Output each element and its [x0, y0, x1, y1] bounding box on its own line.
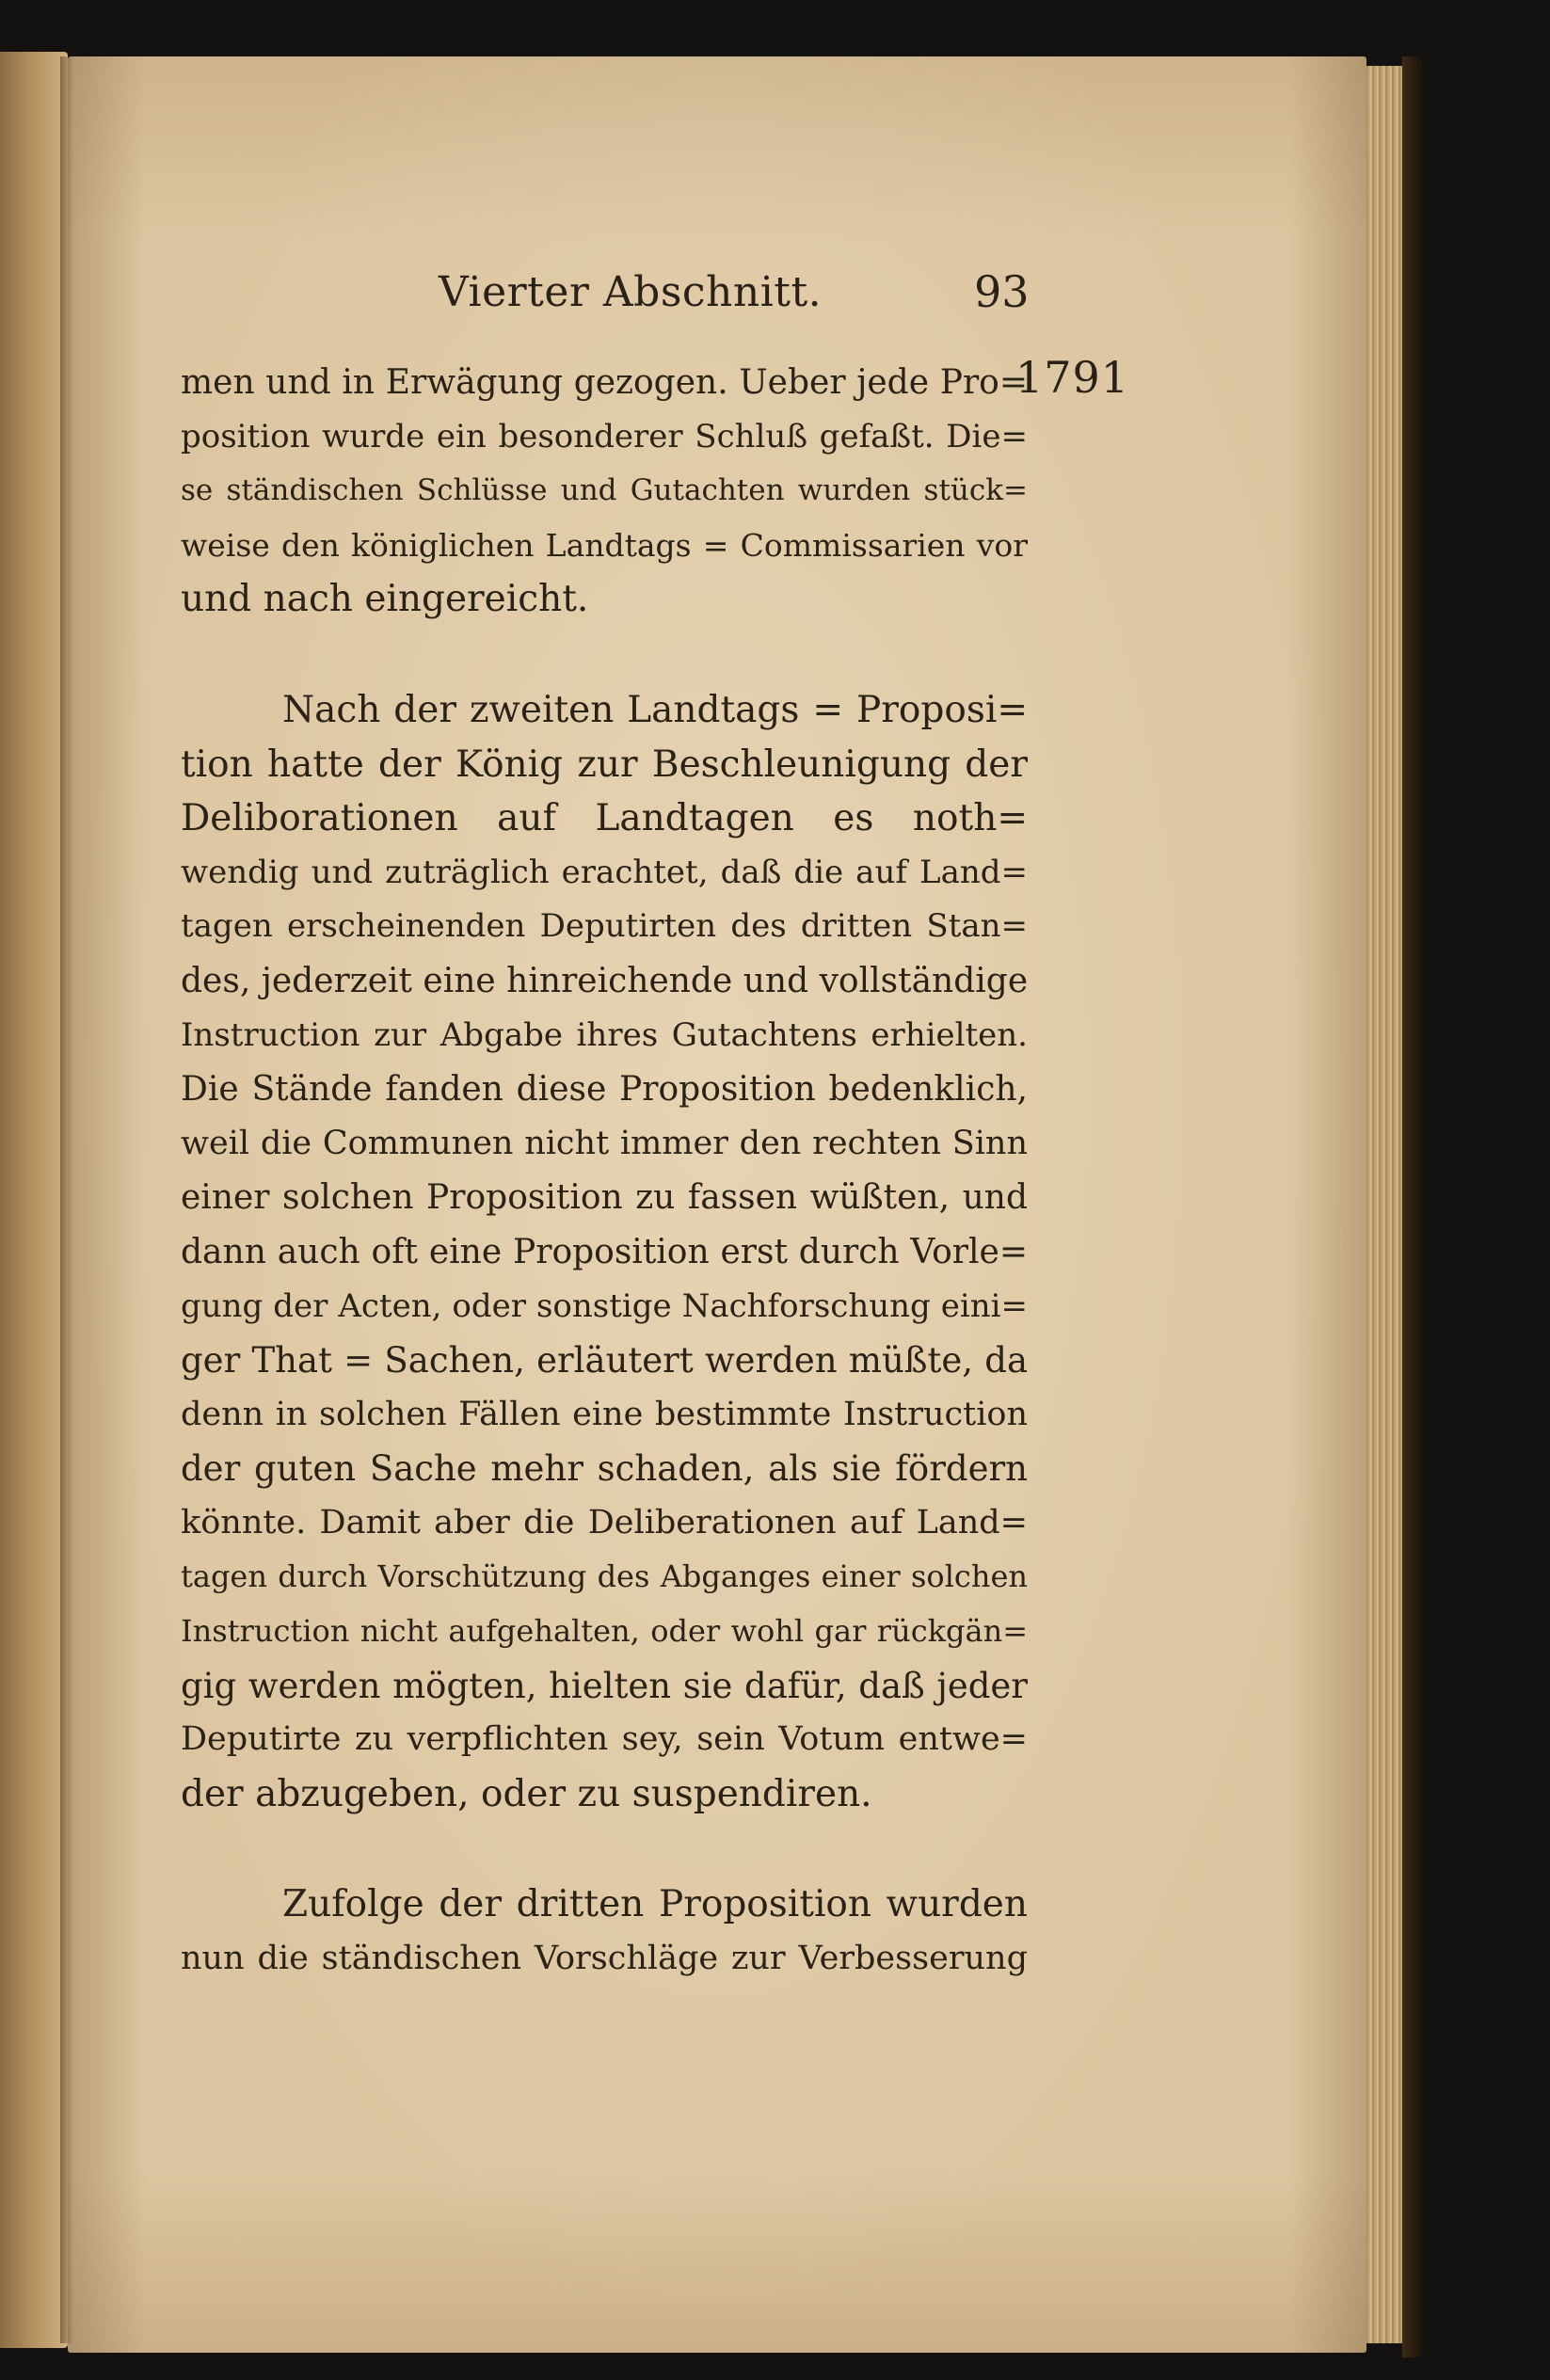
text-line: Instruction nicht aufgehalten, oder wohl gar rückgän=	[181, 1613, 1028, 1650]
text-line: nun die ständischen Vorschläge zur Verbesserung	[181, 1940, 1028, 1978]
text-line: position wurde ein besonderer Schluß gefaßt. Die=	[181, 417, 1028, 455]
paragraph	[181, 683, 1028, 1821]
text-line: ger That = Sachen, erläutert werden müßte, da	[181, 1340, 1028, 1382]
text-line: tion hatte der König zur Beschleunigung der	[181, 743, 1028, 786]
text-line: Deliborationen auf Landtagen es noth=	[181, 797, 1028, 840]
text-line: gung der Acten, oder sonstige Nachforschung eini=	[181, 1286, 1028, 1325]
text-line: wendig und zuträglich erachtet, daß die auf Land=	[181, 853, 1028, 891]
text-line: tagen durch Vorschützung des Abganges einer solchen	[181, 1558, 1028, 1595]
paragraph	[181, 1877, 1028, 1986]
body-text	[181, 356, 1028, 1987]
text-line: se ständischen Schlüsse und Gutachten wurden stück=	[181, 473, 1028, 508]
text-line: Die Stände fanden diese Proposition bedenklich,	[181, 1070, 1028, 1110]
text-line: denn in solchen Fällen eine bestimmte Instruction	[181, 1395, 1028, 1433]
text-line: weil die Communen nicht immer den rechten Sinn	[181, 1124, 1028, 1162]
text-line: men und in Erwägung gezogen. Ueber jede Pro=	[181, 363, 1028, 402]
book-page	[68, 56, 1366, 2353]
text-line: Instruction zur Abgabe ihres Gutachtens erhielten.	[181, 1015, 1028, 1054]
text-line: könnte. Damit aber die Deliberationen auf Land=	[181, 1503, 1028, 1541]
text-line: Deputirte zu verpflichten sey, sein Votum entwe=	[181, 1720, 1028, 1759]
text-line: weise den königlichen Landtags = Commissarien vor	[181, 526, 1028, 564]
text-line: des, jederzeit eine hinreichende und vollständige	[181, 961, 1029, 1000]
text-line: gig werden mögten, hielten sie dafür, daß jeder	[181, 1665, 1028, 1706]
text-line: Zufolge der dritten Proposition wurden	[282, 1883, 1028, 1926]
text-line: der abzugeben, oder zu suspendiren.	[181, 1772, 872, 1815]
paragraph	[181, 356, 1028, 627]
text-line: tagen erscheinenden Deputirten des dritten Stan=	[181, 907, 1028, 946]
page-gutter-shadow	[60, 56, 73, 2343]
previous-page-edge	[0, 52, 68, 2348]
running-head: Vierter Abschnitt.	[439, 268, 823, 316]
page-number: 93	[974, 266, 1030, 317]
text-line: und nach eingereicht.	[181, 578, 589, 621]
text-line: einer solchen Proposition zu fassen wüßten, und	[181, 1178, 1028, 1218]
margin-year-note: 1791	[1015, 352, 1130, 403]
text-line: Nach der zweiten Landtags = Proposi=	[282, 688, 1028, 731]
book-cover-board	[1402, 56, 1423, 2357]
text-line: der guten Sache mehr schaden, als sie fördern	[181, 1448, 1028, 1490]
text-line: dann auch oft eine Proposition erst durch Vorle=	[181, 1232, 1028, 1271]
